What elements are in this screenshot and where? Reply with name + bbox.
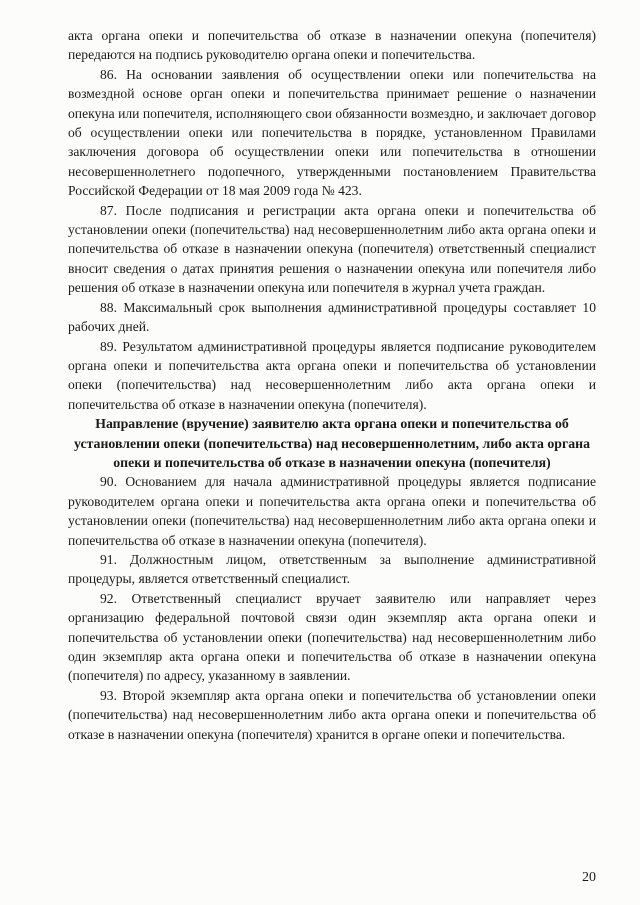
section-heading: Направление (вручение) заявителю акта органа опеки и попечительства об установлении опеки (попечительства) над несовершеннолетним, либо акта органа опеки и попечительства об отказе в назначении опекуна (попечителя) [74,416,590,470]
paragraphs-after [68,472,596,744]
paragraph-87: 87. После подписания и регистрации акта органа опеки и попечительства об установлении опеки (попечительства) над несовершеннолетним либо акта органа опеки и попечительства об отказе в назначении опекуна (попечителя) ответственный специалист вносит сведения о датах принятия решения о назначении опекуна или попечителя либо решения об отказе в назначении опекуна или попечителя в журнал учета граждан. [68,202,596,296]
document-page [68,26,596,744]
paragraph-89: 89. Результатом административной процедуры является подписание руководителем органа опеки и попечительства акта органа опеки и попечительства об установлении опеки (попечительства) над несовершеннолетним либо акта органа опеки и попечительства об отказе в назначении опекуна (попечителя). [68,338,596,412]
paragraph-93: 93. Второй экземпляр акта органа опеки и попечительства об установлении опеки (попечительства) над несовершеннолетним либо акта органа опеки и попечительства об отказе в назначении опекуна (попечителя) хранится в органе опеки и попечительства. [68,687,596,742]
paragraph-91: 91. Должностным лицом, ответственным за выполнение административной процедуры, является ответственный специалист. [68,551,596,587]
paragraph-85-tail: акта органа опеки и попечительства об отказе в назначении опекуна (попечителя) передаются на подпись руководителю органа опеки и попечительства. [68,28,596,63]
paragraph-86: 86. На основании заявления об осуществлении опеки или попечительства на возмездной основе орган опеки и попечительства принимает решение о назначении опекуна или попечителя, исполняющего свои обязанности возмездно, и заключает договор об осуществлении опеки или попечительства в порядке, установленном Правилами заключения договора об осуществлении опеки или попечительства в отношении несовершеннолетнего подопечного, утвержденными постановлением Правительства Российской Федерации от 18 мая 2009 года № 423. [68,66,596,199]
paragraph-92: 92. Ответственный специалист вручает заявителю или направляет через организацию федеральной почтовой связи один экземпляр акта органа опеки и попечительства об установлении опеки (попечительства) над несовершеннолетним либо один экземпляр акта органа опеки и попечительства об отказе в назначении опекуна (попечителя) по адресу, указанному в заявлении. [68,590,596,684]
paragraphs-before [68,26,596,414]
paragraph-88: 88. Максимальный срок выполнения административной процедуры составляет 10 рабочих дней. [68,299,596,335]
page-number: 20 [582,870,596,885]
paragraph-90: 90. Основанием для начала административной процедуры является подписание руководителем органа опеки и попечительства акта органа опеки и попечительства об установлении опеки (попечительства) над несовершеннолетним либо акта органа опеки и попечительства об отказе в назначении опекуна (попечителя). [68,474,596,548]
